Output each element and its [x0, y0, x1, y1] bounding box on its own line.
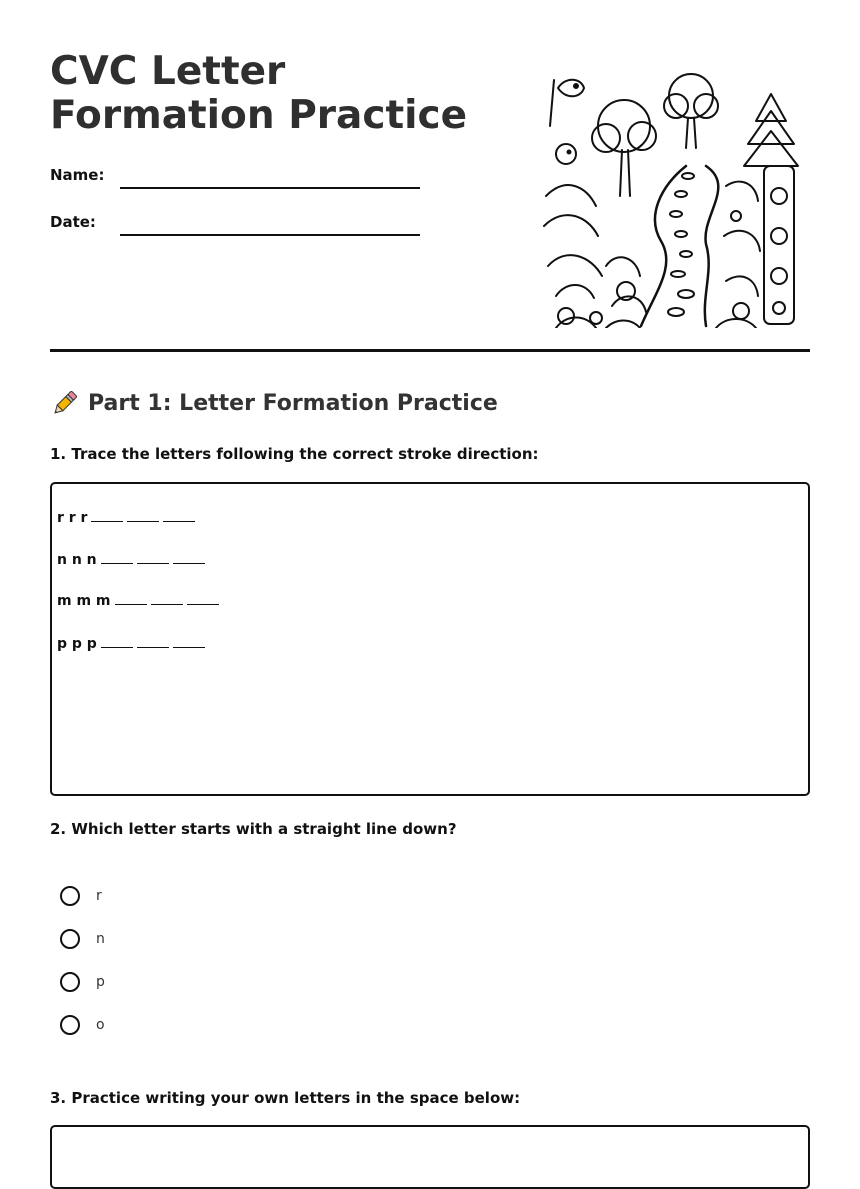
option-label-p: p [96, 974, 105, 990]
forest-path-illustration [536, 66, 812, 328]
date-label: Date: [50, 213, 96, 231]
trace-line-p: p p p [57, 636, 205, 652]
option-label-o: o [96, 1017, 105, 1033]
option-label-n: n [96, 931, 105, 947]
practice-answer-box[interactable] [50, 1125, 810, 1189]
trace-line-m: m m m [57, 593, 219, 609]
radio-p[interactable] [60, 972, 80, 992]
question-1-prompt: 1. Trace the letters following the correct stroke direction: [50, 445, 539, 463]
radio-n[interactable] [60, 929, 80, 949]
radio-o[interactable] [60, 1015, 80, 1035]
date-field[interactable] [120, 234, 420, 236]
section-heading-text: Part 1: Letter Formation Practice [88, 390, 498, 416]
trace-line-r: r r r [57, 510, 195, 526]
radio-r[interactable] [60, 886, 80, 906]
name-label: Name: [50, 166, 105, 184]
question-2-prompt: 2. Which letter starts with a straight line down? [50, 820, 457, 838]
option-n[interactable] [60, 929, 105, 949]
pencil-icon [50, 388, 80, 418]
option-label-r: r [96, 888, 102, 904]
question-3-prompt: 3. Practice writing your own letters in the space below: [50, 1089, 521, 1107]
option-r[interactable] [60, 886, 102, 906]
name-field[interactable] [120, 187, 420, 189]
page-title: CVC Letter Formation Practice [50, 49, 468, 138]
header-divider [50, 349, 810, 352]
option-p[interactable] [60, 972, 105, 992]
trace-line-n: n n n [57, 552, 205, 568]
section-heading-part1 [50, 388, 498, 418]
option-o[interactable] [60, 1015, 105, 1035]
